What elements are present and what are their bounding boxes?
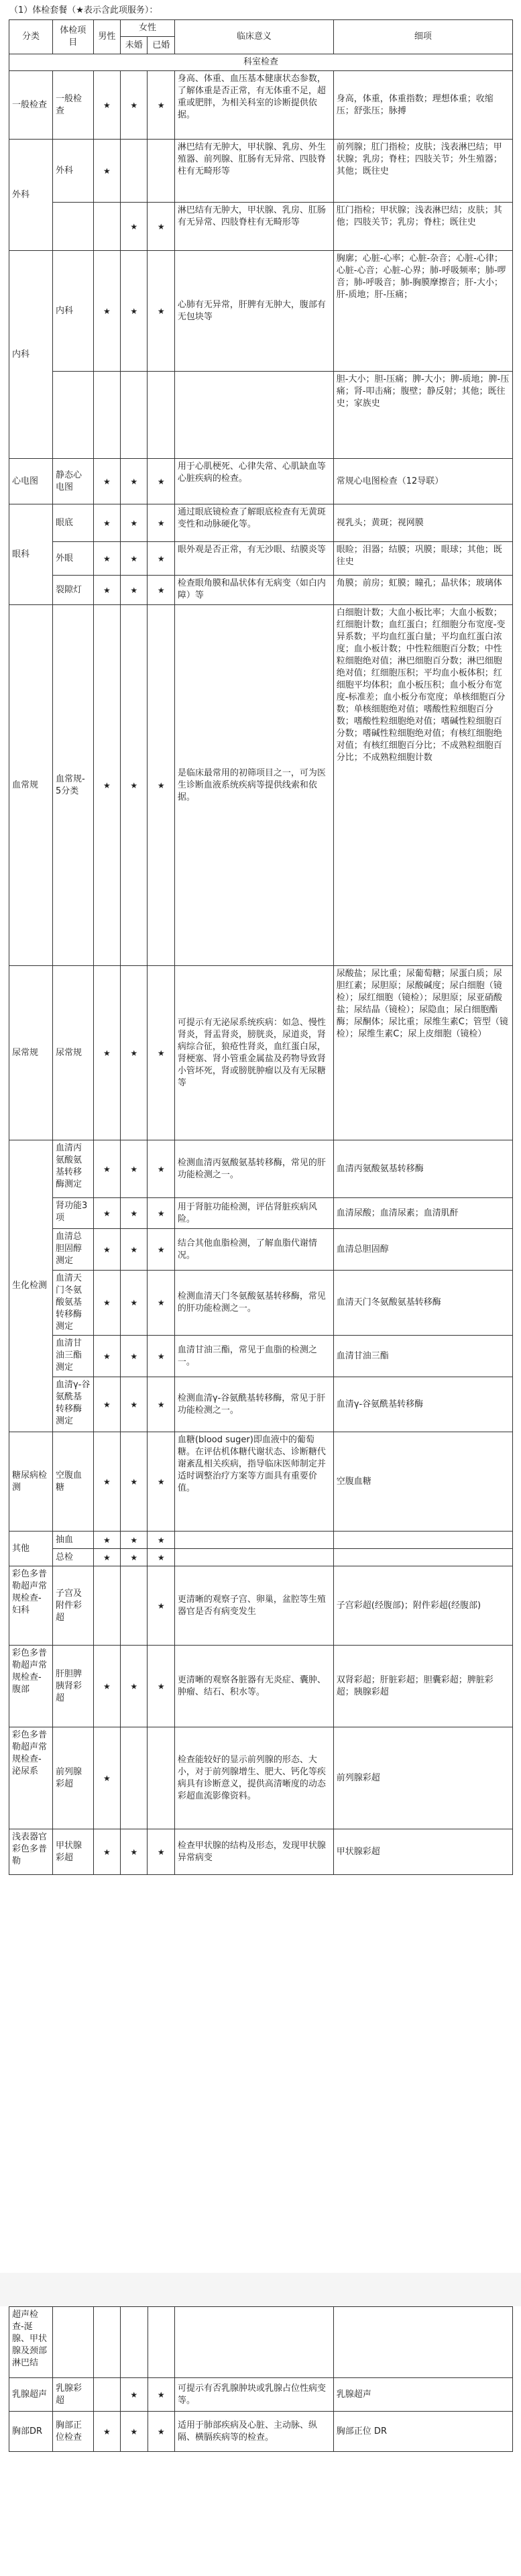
cell-star: ★ [93,1646,120,1727]
table-row [9,2307,513,2378]
cell-significance: 可提示有无泌尿系统疾病：如急、慢性肾炎，肾盂肾炎，膀胱炎，尿道炎，肾病综合征，狼疮性肾炎，血红蛋白尿，肾梗塞、肾小管重金属盐及药物导致肾小管坏死，肾或膀胱肿瘤以及有无尿糖等 [174,966,333,1140]
cell-star: ★ [148,542,174,576]
cell-star: ★ [148,1646,174,1727]
cell-details: 胸廓；心脏-心率；心脏-杂音；心脏-心律；心脏-心音；心脏-心界；肺-呼吸频率；肺-啰音；肺-呼吸音；肺-胸膜摩擦音；肝-大小；肝-质地；肝-压痛； [333,251,512,372]
cell-star: ★ [121,605,148,966]
cell-star: ★ [93,1377,120,1432]
cell-details: 双肾彩超；肝脏彩超；胆囊彩超；脾脏彩超；胰腺彩超 [333,1646,512,1727]
cell-item: 血常规-5分类 [52,605,93,966]
table-row [9,71,513,140]
cell-star: ★ [121,1271,148,1336]
cell-star: ★ [93,1432,120,1532]
cell-star: ★ [121,1229,148,1271]
cell-star: ★ [148,1336,174,1377]
cell-item: 乳腺彩超 [52,2378,93,2412]
header-item: 体检项目 [52,20,93,54]
section-lab-exam: 科室检查 [9,54,513,71]
cell-category: 尿常规 [9,966,53,1140]
cell-item: 内科 [52,251,93,372]
cell-star: ★ [93,251,120,372]
cell-star: ★ [121,1646,148,1727]
cell-item: 静态心电图 [52,459,93,504]
cell-star: ★ [93,576,120,605]
cell-star: ★ [121,1829,148,1875]
header-category: 分类 [9,20,53,54]
cell-item: 抽血 [52,1532,93,1549]
table-row [9,2412,513,2452]
cell-details: 尿酸盐；尿比重；尿葡萄糖；尿蛋白质；尿胆红素；尿胆原；尿酸碱度；尿白细胞（镜检）；尿红细胞（镜检）；尿胆原；尿亚硝酸盐；尿结晶（镜检）；尿隐血；尿白细胞酯酶；尿酮体；尿比重；尿维生素C；管型（镜检）；尿维生素C；尿上皮细胞（镜检） [333,966,512,1140]
cell-category: 乳腺超声 [9,2378,53,2412]
cell-significance: 淋巴结有无肿大，甲状腺、乳房、肛肠有无异常、四肢脊柱有无畸形等 [174,203,333,251]
cell-category: 彩色多普勒超声常规检查-泌尿系 [9,1727,53,1829]
cell-item: 血清丙氨酸氨基转移酶测定 [52,1140,93,1198]
cell-star: ★ [148,1549,174,1566]
cell-item: 前列腺彩超 [52,1727,93,1829]
cell-significance: 检测血清丙氨酸氨基转移酶，常见的肝功能检测之一。 [174,1140,333,1198]
cell-details: 血清γ-谷氨酰基转移酶 [333,1377,512,1432]
cell-details: 常规心电图检查（12导联） [333,459,512,504]
cell-star: ★ [148,576,174,605]
cell-significance: 是临床最常用的初筛项目之一，可为医生诊断血液系统疾病等提供线索和依据。 [174,605,333,966]
cell-star: ★ [121,1377,148,1432]
exam-package-table [9,19,513,1875]
page-title: （1）体检套餐（★表示含此项服务）： [9,5,158,15]
table-row [9,1198,513,1229]
cell-item: 甲状腺彩超 [52,1829,93,1875]
cell-star: ★ [121,71,148,140]
cell-star: ★ [93,459,120,504]
cell-star: ★ [93,504,120,542]
cell-significance: 用于心肌梗死、心律失常、心肌缺血等心脏疾病的检查。 [174,459,333,504]
page-break [0,2273,521,2306]
cell-item: 胸部正位检查 [52,2412,93,2452]
cell-significance: 血糖(blood suger)即血液中的葡萄糖。在评估机体糖代谢状态、诊断糖代谢紊乱相关疾病，指导临床医师制定并适时调整治疗方案等方面具有重要价值。 [174,1432,333,1532]
cell-star: ★ [93,605,120,966]
cell-details: 前列腺彩超 [333,1727,512,1829]
cell-item: 血清天门冬氨酸氨基转移酶测定 [52,1271,93,1336]
cell-star: ★ [93,966,120,1140]
cell-category: 内科 [9,251,53,459]
cell-item: 肾功能3项 [52,1198,93,1229]
cell-details: 空腹血糖 [333,1432,512,1532]
cell-item: 尿常规 [52,966,93,1140]
cell-star: ★ [93,71,120,140]
cell-star: ★ [121,542,148,576]
cell-details: 胆-大小；胆-压痛；脾-大小；脾-质地；脾-压痛；肾-叩击痛；腹壁；静反射；其他；既往史；家族史 [333,372,512,459]
cell-star: ★ [93,2412,120,2452]
cell-star: ★ [121,251,148,372]
cell-star: ★ [93,1140,120,1198]
table-row [9,459,513,504]
cell-star: ★ [148,2378,174,2412]
cell-significance: 心肺有无异常，肝脾有无肿大，腹部有无包块等 [174,251,333,372]
header-married: 已婚 [148,37,174,54]
cell-star: ★ [148,966,174,1140]
cell-significance: 通过眼底镜检查了解眼底检查有无黄斑变性和动脉硬化等。 [174,504,333,542]
cell-star: ★ [121,1140,148,1198]
cell-item: 裂隙灯 [52,576,93,605]
cell-item: 一般检查 [52,71,93,140]
cell-star: ★ [148,1271,174,1336]
cell-details: 胸部正位 DR [333,2412,512,2452]
cell-details: 甲状腺彩超 [333,1829,512,1875]
cell-item: 子宫及附件彩超 [52,1566,93,1646]
cell-star: ★ [148,1829,174,1875]
cell-category: 彩色多普勒超声常规检查-妇科 [9,1566,53,1646]
cell-star: ★ [148,2412,174,2452]
header-male: 男性 [93,20,120,54]
table-row [9,251,513,372]
cell-significance: 结合其他血脂检测，了解血脂代谢情况。 [174,1229,333,1271]
cell-item: 空腹血糖 [52,1432,93,1532]
table-row [9,576,513,605]
cell-details: 血清总胆固醇 [333,1229,512,1271]
cell-star: ★ [148,459,174,504]
header-significance: 临床意义 [174,20,333,54]
table-row [9,203,513,251]
cell-star: ★ [148,1566,174,1646]
table-row [9,1377,513,1432]
table-row [9,1727,513,1829]
cell-star: ★ [93,1549,120,1566]
cell-category: 超声检查-涎腺、甲状腺及颈部淋巴结 [9,2307,53,2378]
table-row [9,1829,513,1875]
header-female: 女性 [121,20,175,37]
cell-details: 血清甘油三酯 [333,1336,512,1377]
cell-significance: 适用于肺部疾病及心脏、主动脉、纵隔、横膈疾病等的检查。 [174,2412,333,2452]
cell-star: ★ [148,71,174,140]
cell-details: 肛门指检；甲状腺；浅表淋巴结；皮肤；其他；四肢关节；乳房；脊柱；既往史 [333,203,512,251]
table-row [9,1140,513,1198]
cell-item: 血清γ-谷氨酰基转移酶测定 [52,1377,93,1432]
cell-star: ★ [148,1229,174,1271]
cell-star: ★ [148,1377,174,1432]
cell-significance: 可提示有否乳腺肿块或乳腺占位性病变等。 [174,2378,333,2412]
cell-star: ★ [121,576,148,605]
cell-star: ★ [121,2378,148,2412]
cell-star: ★ [148,203,174,251]
cell-category: 其他 [9,1532,53,1566]
table-row [9,1432,513,1532]
table-row [9,504,513,542]
cell-star: ★ [121,1198,148,1229]
cell-significance: 血清甘油三酯，常见于血脂的检测之一。 [174,1336,333,1377]
table-row [9,542,513,576]
cell-star: ★ [93,542,120,576]
table-row [9,2378,513,2412]
cell-category: 血常规 [9,605,53,966]
header-details: 细项 [333,20,512,54]
cell-star: ★ [93,1532,120,1549]
table-row [9,1566,513,1646]
cell-significance: 检查眼角膜和晶状体有无病变（如白内障）等 [174,576,333,605]
cell-category: 糖尿病检测 [9,1432,53,1532]
cell-star: ★ [93,1198,120,1229]
cell-star: ★ [121,504,148,542]
cell-item: 血清总胆固醇测定 [52,1229,93,1271]
cell-details: 前列腺；肛门指检；皮肤；浅表淋巴结；甲状腺；乳房；脊柱；四肢关节；外生殖器；其他；既往史 [333,140,512,203]
cell-category: 浅表器官彩色多普勒 [9,1829,53,1875]
table-row [9,1646,513,1727]
cell-category: 彩色多普勒超声常规检查-腹部 [9,1646,53,1727]
cell-details: 乳腺超声 [333,2378,512,2412]
cell-star: ★ [93,1829,120,1875]
cell-category: 眼科 [9,504,53,605]
cell-item: 血清甘油三酯测定 [52,1336,93,1377]
cell-star: ★ [93,1727,120,1829]
table-row [9,605,513,966]
cell-significance: 检查甲状腺的结构及形态，发现甲状腺异常病变 [174,1829,333,1875]
cell-item: 眼底 [52,504,93,542]
cell-star: ★ [121,2412,148,2452]
cell-item: 外眼 [52,542,93,576]
cell-significance: 检测血清γ-谷氨酰基转移酶，常见于肝功能检测之一。 [174,1377,333,1432]
cell-star: ★ [93,1271,120,1336]
cell-details: 身高，体重，体重指数；理想体重；收缩压；舒张压；脉搏 [333,71,512,140]
cell-item: 总检 [52,1549,93,1566]
cell-significance: 眼外观是否正常，有无沙眼、结膜炎等 [174,542,333,576]
cell-star: ★ [121,1336,148,1377]
cell-star: ★ [148,251,174,372]
cell-item: 外科 [52,140,93,203]
table-row [9,1229,513,1271]
cell-star: ★ [148,504,174,542]
cell-category: 生化检测 [9,1140,53,1432]
cell-details: 血清尿酸；血清尿素；血清肌酐 [333,1198,512,1229]
header-unmarried: 未婚 [121,37,148,54]
cell-significance: 检测血清天门冬氨酸氨基转移酶，常见的肝功能检测之一。 [174,1271,333,1336]
cell-details: 血清丙氨酸氨基转移酶 [333,1140,512,1198]
table-row [9,1549,513,1566]
table-row [9,1336,513,1377]
table-row [9,140,513,203]
cell-star: ★ [148,1532,174,1549]
cell-details: 视乳头；黄斑；视网膜 [333,504,512,542]
cell-category: 心电图 [9,459,53,504]
cell-star: ★ [121,459,148,504]
cell-star: ★ [121,1432,148,1532]
cell-star: ★ [93,1229,120,1271]
cell-details: 血清天门冬氨酸氨基转移酶 [333,1271,512,1336]
cell-significance: 检查能较好的显示前列腺的形态、大小，对于前列腺增生、肥大、钙化等疾病具有诊断意义，提供高清晰度的动态彩超血流影像资料。 [174,1727,333,1829]
table-row [9,1532,513,1549]
table-row [9,372,513,459]
table-row [9,966,513,1140]
cell-star: ★ [148,1140,174,1198]
cell-star: ★ [93,1336,120,1377]
exam-package-table-continued [9,2306,513,2452]
cell-details: 眼睑；泪器；结膜；巩膜；眼球；其他；既往史 [333,542,512,576]
cell-category: 胸部DR [9,2412,53,2452]
cell-significance: 身高、体重、血压基本健康状态参数，了解体重是否正常，有无体重不足，超重或肥胖，为相关科室的诊断提供依据。 [174,71,333,140]
cell-star: ★ [121,1549,148,1566]
cell-significance: 用于肾脏功能检测，评估肾脏疾病风险。 [174,1198,333,1229]
cell-significance: 更清晰的观察各脏器有无炎症、囊肿、肿瘤、结石、积水等。 [174,1646,333,1727]
cell-star: ★ [148,1432,174,1532]
table-row [9,1271,513,1336]
cell-category: 外科 [9,140,53,251]
cell-details: 白细胞计数；大血小板比率；大血小板数；红细胞计数；血红蛋白；红细胞分布宽度-变异系数；平均血红蛋白量；平均血红蛋白浓度；血小板计数；中性粒细胞百分数；中性粒细胞绝对值；淋巴细胞百分数；淋巴细胞绝对值；红细胞压积；平均血小板体积；红细胞平均体积；血小板压积；血小板分布宽度-标准差；血小板分布宽度；单核细胞百分数；单核细胞绝对值；嗜酸性粒细胞百分数；嗜酸性粒细胞绝对值；嗜碱性粒细胞百分数；嗜碱性粒细胞绝对值；有核红细胞绝对值；有核红细胞百分比；不成熟粒细胞百分比；不成熟粒细胞计数 [333,605,512,966]
cell-star: ★ [121,1532,148,1549]
cell-category: 一般检查 [9,71,53,140]
cell-item: 肝胆脾胰肾彩超 [52,1646,93,1727]
table-header-row [9,20,513,37]
section-row [9,54,513,71]
cell-details: 角膜；前房；虹膜；瞳孔；晶状体；玻璃体 [333,576,512,605]
cell-significance: 更清晰的观察子宫、卵巢，盆腔等生殖器官是否有病变发生 [174,1566,333,1646]
cell-star: ★ [148,605,174,966]
cell-details: 子宫彩超(经腹部)；附件彩超(经腹部) [333,1566,512,1646]
cell-star: ★ [148,1198,174,1229]
cell-star: ★ [93,140,120,203]
cell-significance: 淋巴结有无肿大，甲状腺、乳房、外生殖器、前列腺、肛肠有无异常、四肢脊柱有无畸形等 [174,140,333,203]
cell-star: ★ [121,966,148,1140]
cell-star: ★ [121,203,148,251]
